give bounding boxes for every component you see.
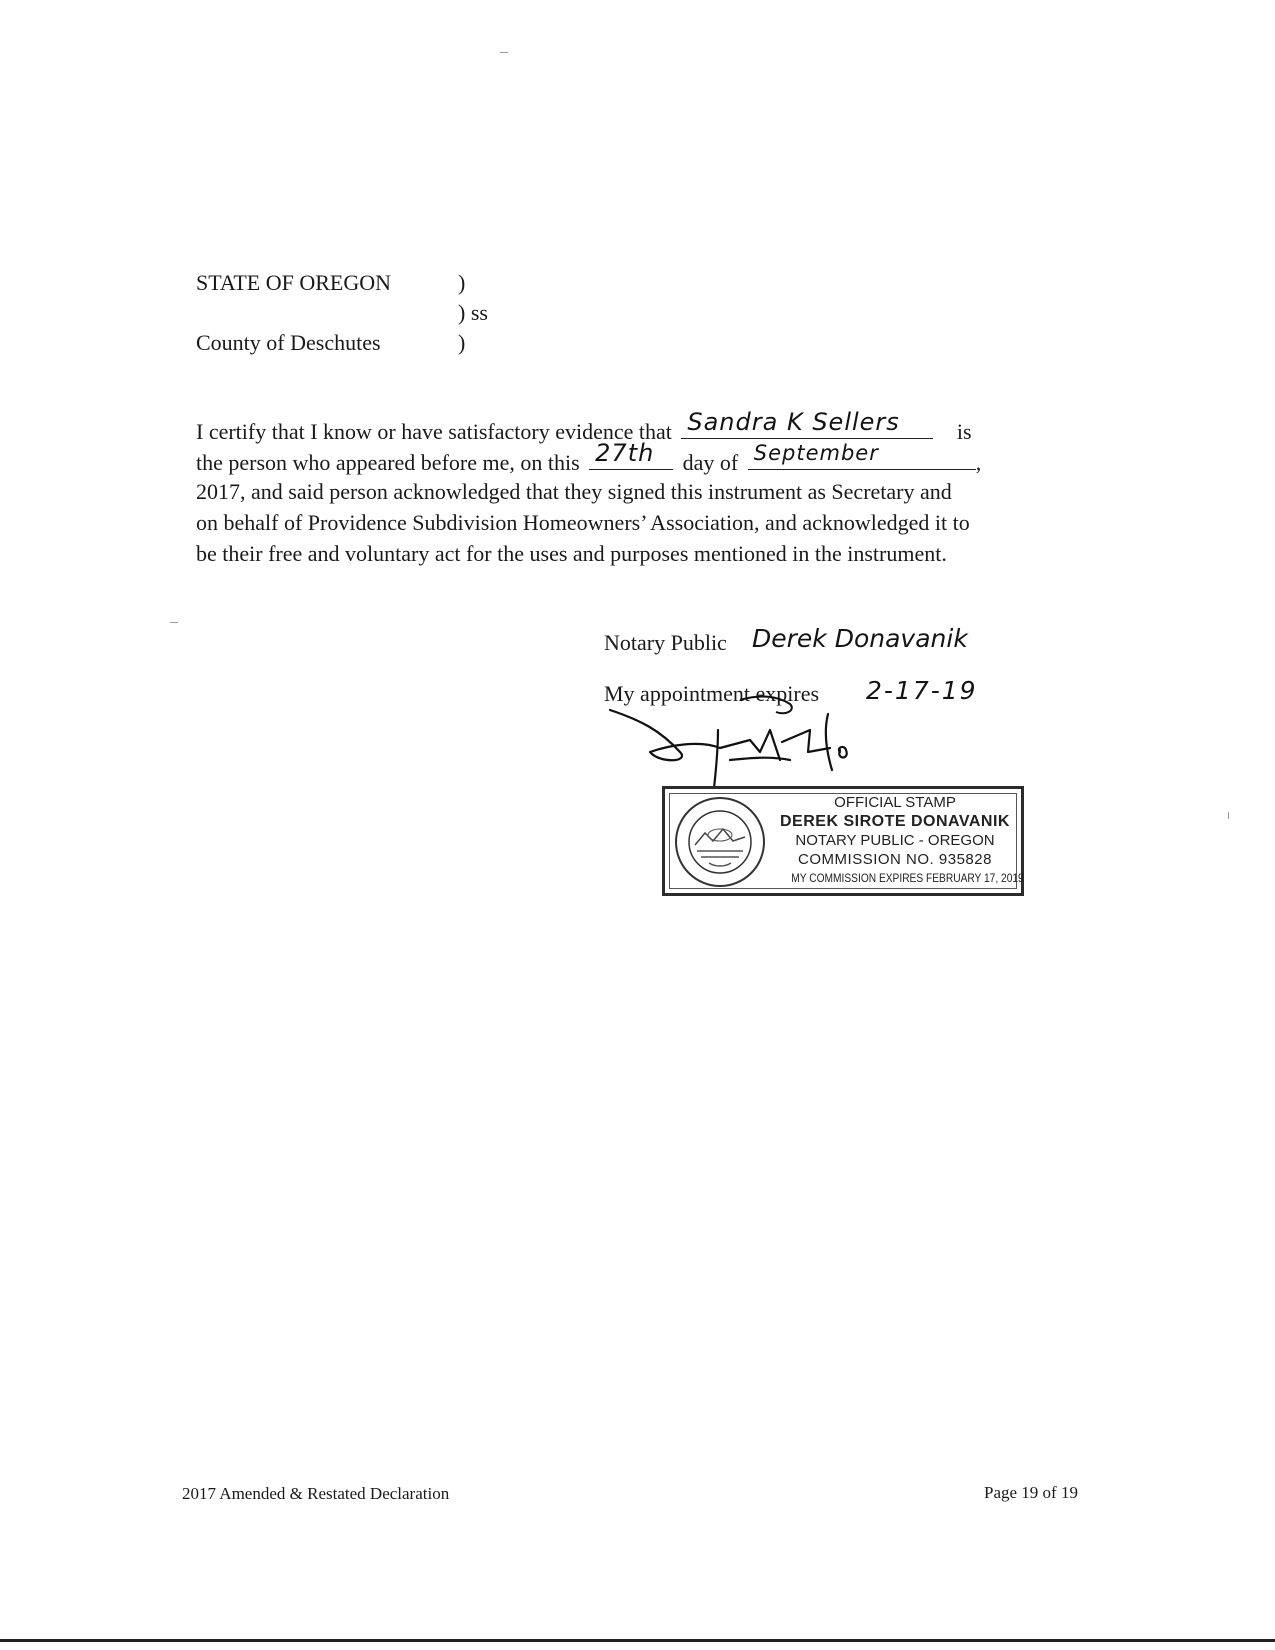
stamp-line-notary-public: NOTARY PUBLIC - OREGON	[795, 832, 995, 849]
stamp-line-name: DEREK SIROTE DONAVANIK	[780, 813, 1010, 830]
bottom-rule	[0, 1639, 1275, 1642]
oregon-state-seal-icon	[673, 795, 767, 889]
stamp-line-expires: MY COMMISSION EXPIRES FEBRUARY 17, 2019	[791, 871, 1024, 885]
scan-mark-left	[170, 622, 178, 623]
venue-paren-bottom: )	[458, 330, 466, 355]
footer-page-number: Page 19 of 19	[984, 1483, 1078, 1502]
expires-handwritten: 2-17-19	[866, 676, 978, 705]
cert-line-2	[196, 439, 982, 478]
official-stamp	[662, 786, 1024, 896]
stamp-text	[773, 793, 1024, 888]
venue-county: County of Deschutes	[196, 330, 381, 355]
cert-line-3: 2017, and said person acknowledged that they signed this instrument as Secretary and	[196, 479, 952, 504]
day-blank	[589, 439, 673, 470]
notary-public-label: Notary Public	[604, 630, 727, 655]
cert-line-5: be their free and voluntary act for the uses and purposes mentioned in the instrument.	[196, 541, 947, 566]
cert-line-4: on behalf of Providence Subdivision Homeowners’ Association, and acknowledged it to	[196, 510, 970, 535]
scan-mark-top	[500, 52, 508, 53]
cert-line2-prefix: the person who appeared before me, on this	[196, 450, 580, 475]
scan-mark-right	[1228, 812, 1229, 819]
cert-line2-middle: day of	[682, 450, 739, 475]
venue-ss: ) ss	[458, 300, 488, 325]
expires-label: My appointment expires	[604, 681, 820, 706]
day-handwritten: 27th	[595, 439, 655, 467]
venue-state: STATE OF OREGON	[196, 270, 392, 295]
cert-line1-suffix: is	[956, 419, 972, 444]
month-blank	[748, 441, 976, 470]
stamp-line-commission-no: COMMISSION NO. 935828	[798, 851, 992, 868]
notary-signature-scrawl	[600, 690, 900, 800]
cert-line2-suffix: ,	[975, 450, 982, 475]
cert-line1-prefix: I certify that I know or have satisfactory evidence that	[196, 419, 672, 444]
signer-name-blank	[681, 408, 933, 439]
stamp-line-official: OFFICIAL STAMP	[834, 794, 956, 811]
signer-name-handwritten: Sandra K Sellers	[687, 408, 900, 436]
footer-document-title: 2017 Amended & Restated Declaration	[182, 1484, 450, 1503]
notary-signature-handwritten: Derek Donavanik	[752, 624, 968, 653]
venue-paren-top: )	[458, 270, 466, 295]
month-handwritten: September	[753, 441, 879, 465]
